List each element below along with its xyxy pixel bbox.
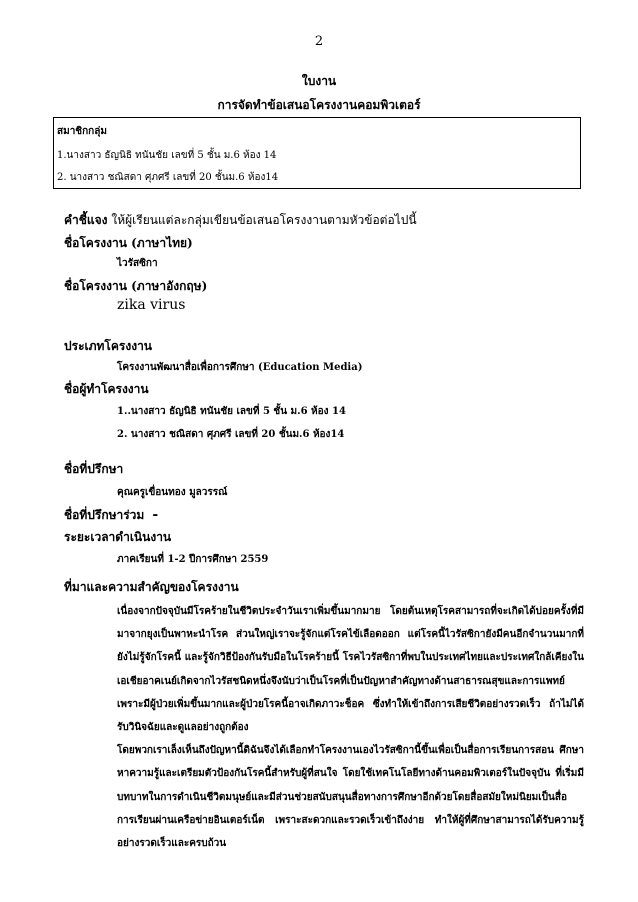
co-advisor-value: - bbox=[152, 507, 159, 523]
background-paragraph-2: โดยพวกเราเล็งเห็นถึงปัญหานี้ดิฉันจึงได้เลือกทำโครงงานเองไวรัสซิกานี้ขึ้นเพื่อเป็นสื่อการเรียนการสอน ศึกษาหาความรู้และเตรียมตัวป้องกันโรคนี้สำหรับผู้ที่สนใจ โดยใช้เทคโนโลยีทางด้านคอมพิวเตอร์ในปัจจุบัน ที่เริ่มมีบทบาทในการดำเนินชีวิตมนุษย์และมีส่วนช่วยสนับสนุนสื่อทางการศึกษาอีกด้วยโดยสื่อสมัยใหม่นิยมเป็นสื่อการเรียนผ่านเครือข่ายอินเตอร์เน็ต เพราะสะดวกและรวดเร็วเข้าถึงง่าย ทำให้ผู้ที่ศึกษาสามารถได้รับความรู้อย่างรวดเร็วและครบถ้วน bbox=[117, 745, 584, 850]
background-paragraph-1: เนื่องจากปัจจุบันมีโรคร้ายในชีวิตประจำวันเราเพิ่มขึ้นมากมาย โดยต้นเหตุโรคสามารถที่จะเกิดได้บ่อยครั้งที่มีมาจากยุงเป็นพาหะนำโรค ส่วนใหญ่เราจะรู้จักแต่โรคไข้เลือดออก แต่โรคนี้ไวรัสซิกายังมีคนอีกจำนวนมากที่ยังไม่รู้จักโรคนี้ และรู้จักวิธีป้องกันรับมือในโรคร้ายนี้ โรคไวรัสซิกาที่พบในประเทศไทยและประเทศใกล้เคียงในเอเชียอาคเนย์เกิดจากไวรัสชนิดหนึ่งจึงนับว่าเป็นโรคที่เป็นปัญหาสำคัญทางด้านสาธารณสุขและการแพทย์ เพราะมีผู้ป่วยเพิ่มขึ้นมากและผู้ป่วยโรคนี้อาจเกิดภาวะช็อค ซึ่งทำให้เข้าถึงการเสียชีวิตอย่างรวดเร็ว ถ้าไม่ได้รับวินิจฉัยและดูแลอย่างถูกต้อง bbox=[117, 606, 584, 734]
co-advisor-label: ชื่อที่ปรึกษาร่วม bbox=[64, 508, 145, 522]
background-label: ที่มาและความสำคัญของโครงงาน bbox=[64, 580, 239, 594]
background-body bbox=[64, 600, 584, 855]
advisor-value: คุณครูเขื่อนทอง มูลวรรณ์ bbox=[117, 487, 228, 498]
project-name-th-value: ไวรัสซิกา bbox=[117, 258, 158, 269]
member-line-2: 2. นางสาว ชณิสดา ศุภศรี เลขที่ 20 ชั้นม.6 ห้อง14 bbox=[57, 172, 279, 183]
project-name-en-value: zika virus bbox=[117, 297, 186, 313]
authors-label: ชื่อผู้ทำโครงงาน bbox=[64, 382, 149, 396]
duration-value: ภาคเรียนที่ 1-2 ปีการศึกษา 2559 bbox=[117, 554, 269, 565]
instruction-text: ให้ผู้เรียนแต่ละกลุ่มเขียนข้อเสนอโครงงานตามหัวข้อต่อไปนี้ bbox=[107, 213, 417, 227]
author-line-1: 1..นางสาว ธัญนิธิ ทนันชัย เลขที่ 5 ชั้น ม.6 ห้อง 14 bbox=[117, 406, 346, 417]
document-subtitle: การจัดทำข้อเสนอโครงงานคอมพิวเตอร์ bbox=[217, 98, 421, 112]
project-type-value: โครงงานพัฒนาสื่อเพื่อการศึกษา (Education Media) bbox=[117, 362, 363, 373]
co-advisor-row bbox=[64, 506, 158, 525]
project-type-label: ประเภทโครงงาน bbox=[64, 339, 153, 353]
document-title: ใบงาน bbox=[301, 74, 337, 88]
duration-label: ระยะเวลาดำเนินงาน bbox=[64, 530, 172, 544]
members-heading: สมาชิกกลุ่ม bbox=[57, 126, 107, 137]
project-name-th-label: ชื่อโครงงาน (ภาษาไทย) bbox=[64, 236, 193, 250]
author-line-2: 2. นางสาว ชณิสดา ศุภศรี เลขที่ 20 ชั้นม.6 ห้อง14 bbox=[117, 429, 345, 440]
instruction-label: คำชี้แจง bbox=[64, 213, 108, 227]
member-line-1: 1.นางสาว ธัญนิธิ ทนันชัย เลขที่ 5 ชั้น ม.6 ห้อง 14 bbox=[57, 150, 277, 161]
page-number: 2 bbox=[314, 34, 324, 49]
project-name-en-label: ชื่อโครงงาน (ภาษาอังกฤษ) bbox=[64, 279, 208, 293]
instruction bbox=[64, 211, 417, 230]
advisor-label: ชื่อที่ปรึกษา bbox=[64, 462, 124, 476]
